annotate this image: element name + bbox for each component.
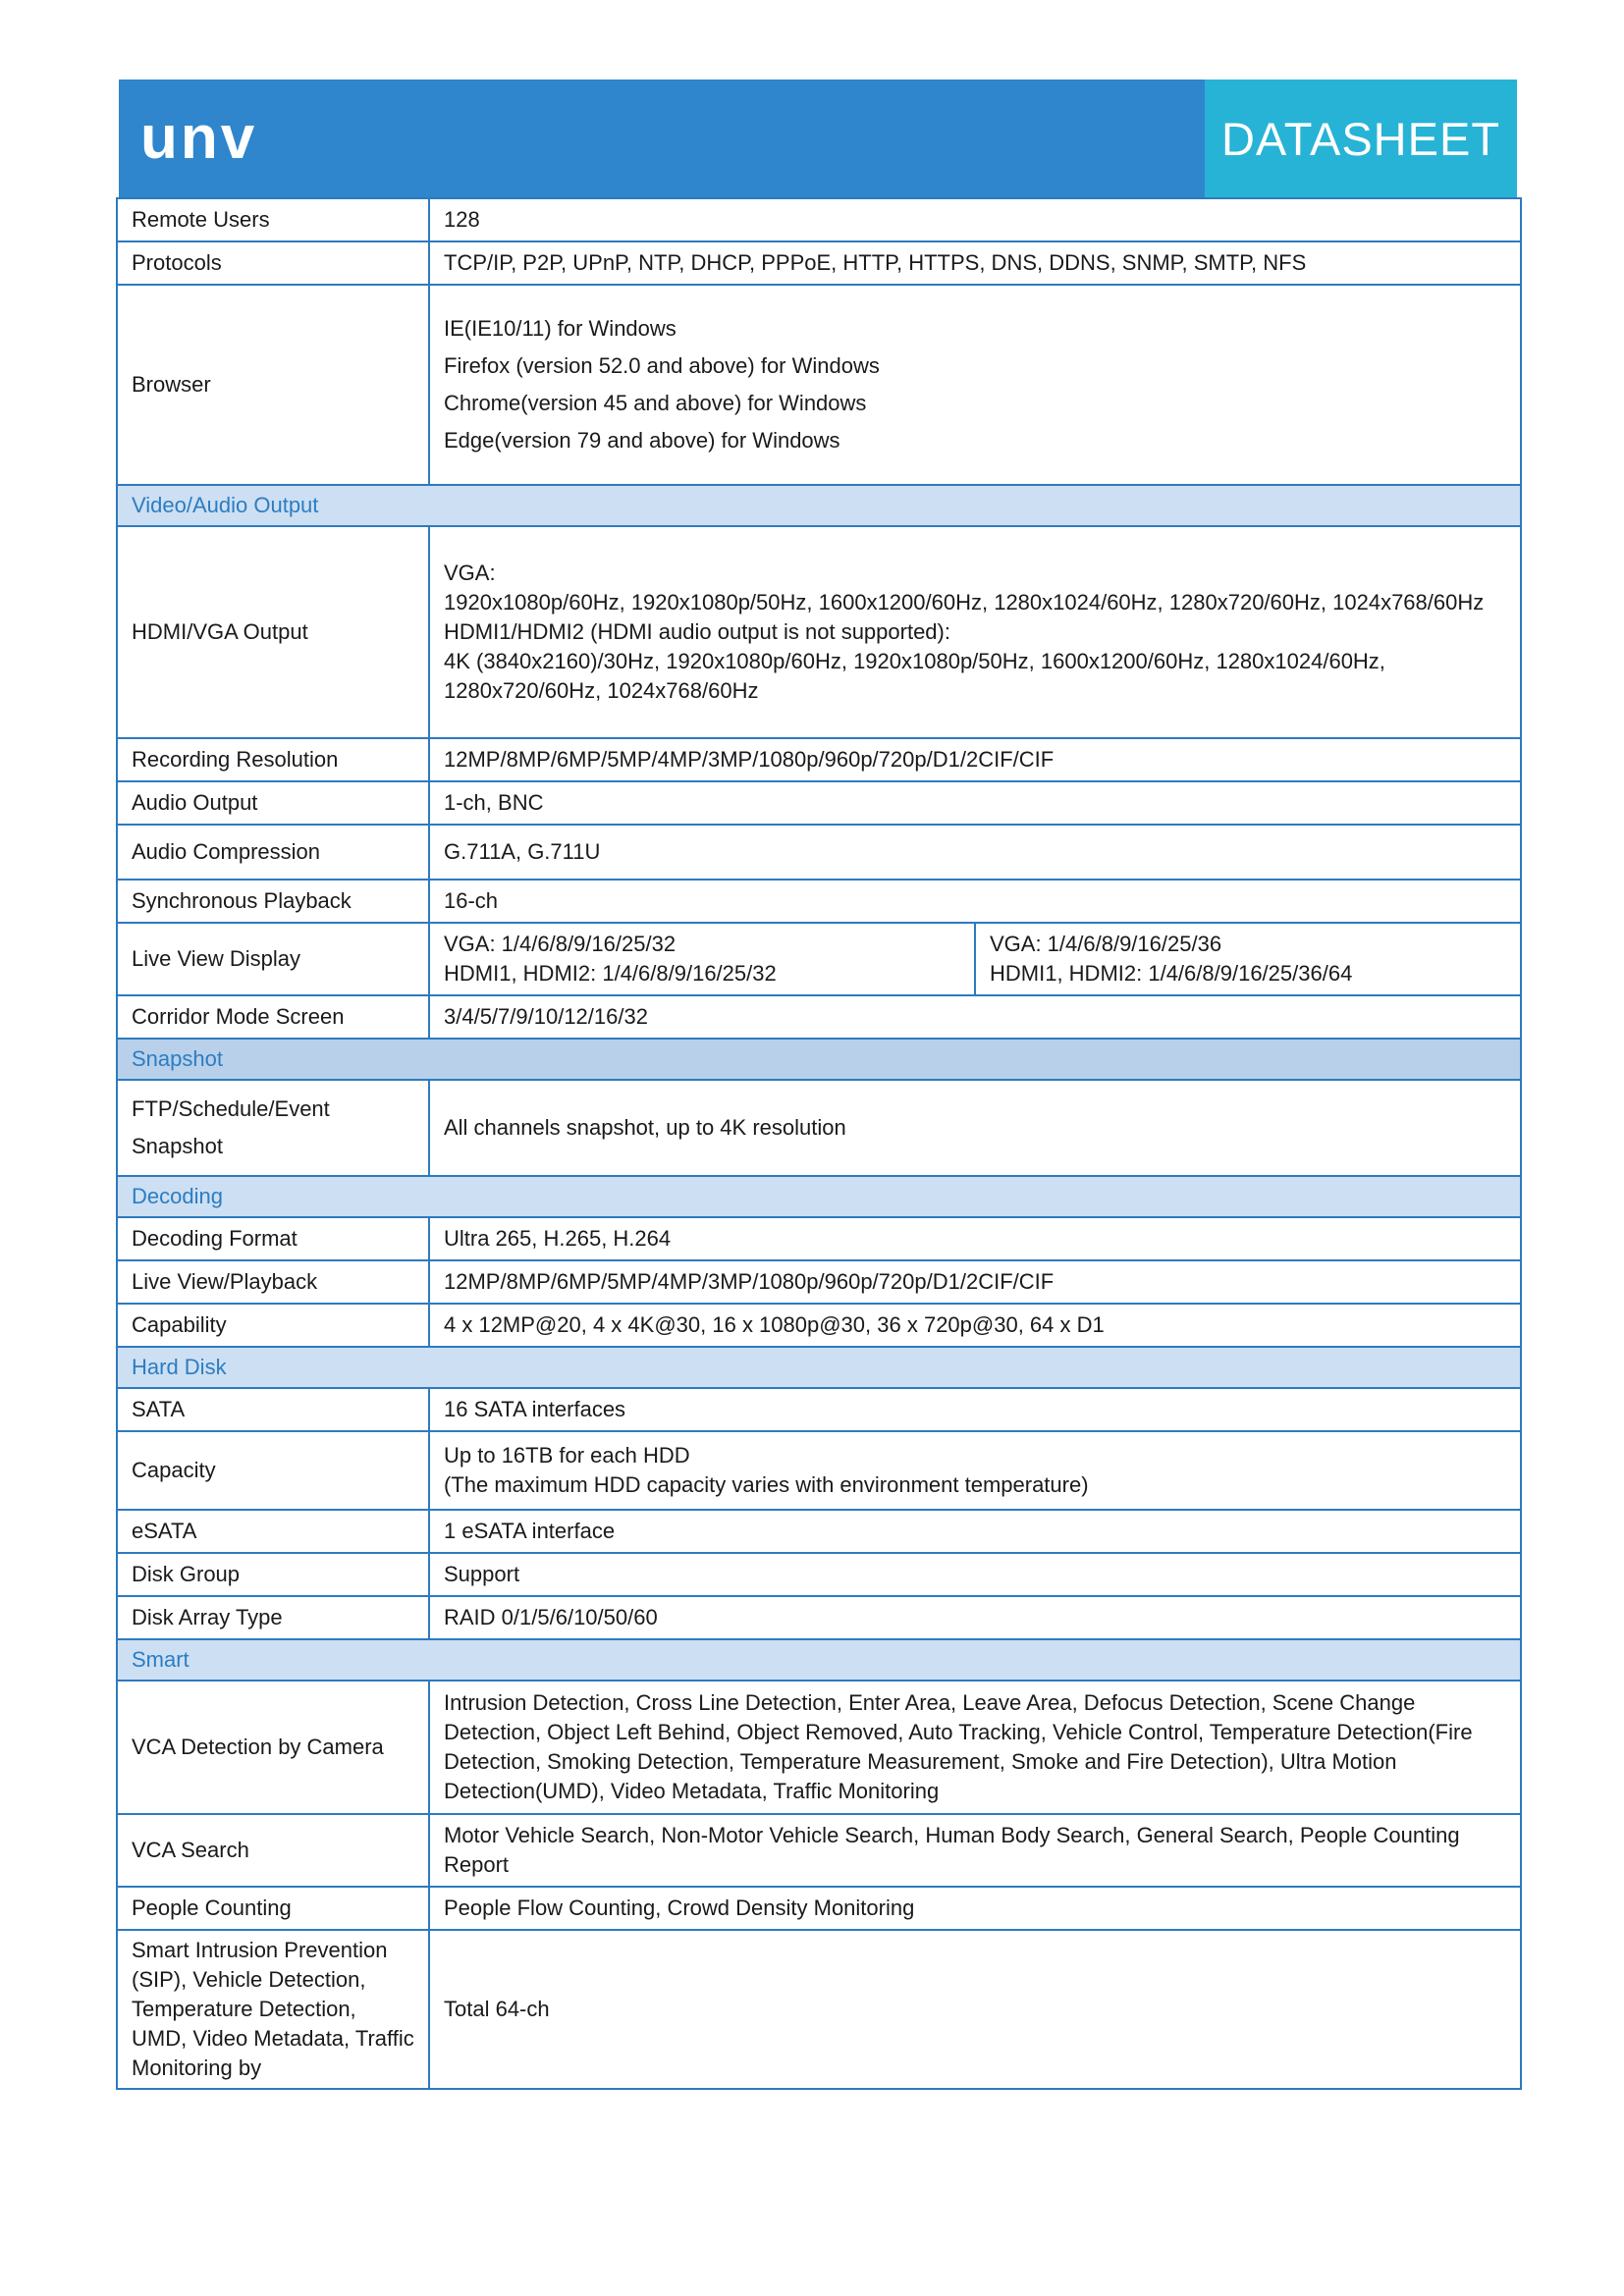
section-header [117, 1347, 1521, 1388]
row-label: People Counting [117, 1887, 429, 1930]
row-value: RAID 0/1/5/6/10/50/60 [429, 1596, 1521, 1639]
table-row [117, 1814, 1521, 1887]
table-row [117, 526, 1521, 738]
row-value: 1-ch, BNC [429, 781, 1521, 825]
row-value: Intrusion Detection, Cross Line Detection, Enter Area, Leave Area, Defocus Detection, Scene Change Detection, Object Left Behind, Object Removed, Auto Tracking, Vehicle Control, Temperature Detection(Fire Detection, Smoking Detection, Temperature Measurement, Smoke and Fire Detection), Ultra Motion Detection(UMD), Video Metadata, Traffic Monitoring [429, 1681, 1521, 1814]
browser-ie: IE(IE10/11) for Windows [444, 316, 677, 341]
browser-chrome: Chrome(version 45 and above) for Windows [444, 391, 867, 415]
datasheet-banner [1205, 80, 1517, 197]
row-value: 128 [429, 198, 1521, 241]
row-value: Total 64-ch [429, 1930, 1521, 2089]
live-view-col1-hdmi: HDMI1, HDMI2: 1/4/6/8/9/16/25/32 [444, 961, 777, 986]
live-view-col2-hdmi: HDMI1, HDMI2: 1/4/6/8/9/16/25/36/64 [990, 961, 1353, 986]
section-header [117, 485, 1521, 526]
table-row [117, 1681, 1521, 1814]
row-label: Decoding Format [117, 1217, 429, 1260]
spec-table [116, 197, 1522, 2090]
capacity-line-1: Up to 16TB for each HDD [444, 1443, 690, 1468]
table-row [117, 1080, 1521, 1176]
row-value: 4 x 12MP@20, 4 x 4K@30, 16 x 1080p@30, 36 x 720p@30, 64 x D1 [429, 1304, 1521, 1347]
browser-firefox: Firefox (version 52.0 and above) for Windows [444, 353, 880, 378]
row-value [429, 526, 1521, 738]
section-title: Smart [117, 1639, 1521, 1681]
row-value: 16-ch [429, 880, 1521, 923]
row-value: All channels snapshot, up to 4K resolution [429, 1080, 1521, 1176]
section-header [117, 1639, 1521, 1681]
row-value: 3/4/5/7/9/10/12/16/32 [429, 995, 1521, 1039]
row-label: Recording Resolution [117, 738, 429, 781]
browser-edge: Edge(version 79 and above) for Windows [444, 428, 840, 453]
section-header [117, 1176, 1521, 1217]
table-row [117, 285, 1521, 485]
row-value: 12MP/8MP/6MP/5MP/4MP/3MP/1080p/960p/720p/D1/2CIF/CIF [429, 1260, 1521, 1304]
row-label: Synchronous Playback [117, 880, 429, 923]
table-row [117, 1553, 1521, 1596]
table-row [117, 1260, 1521, 1304]
section-title: Video/Audio Output [117, 485, 1521, 526]
snapshot-label-2: Snapshot [132, 1134, 223, 1158]
row-label: Audio Compression [117, 825, 429, 880]
capacity-line-2: (The maximum HDD capacity varies with environment temperature) [444, 1472, 1089, 1497]
table-row [117, 1431, 1521, 1510]
datasheet-title: DATASHEET [1220, 112, 1501, 165]
table-row [117, 825, 1521, 880]
vga-resolutions: 1920x1080p/60Hz, 1920x1080p/50Hz, 1600x1200/60Hz, 1280x1024/60Hz, 1280x720/60Hz, 1024x768/60Hz [444, 590, 1485, 614]
live-view-col2-vga: VGA: 1/4/6/8/9/16/25/36 [990, 932, 1222, 956]
table-row [117, 1887, 1521, 1930]
logo-text: unv [140, 104, 258, 172]
row-value: Motor Vehicle Search, Non-Motor Vehicle Search, Human Body Search, General Search, People Counting Report [429, 1814, 1521, 1887]
row-label: Browser [117, 285, 429, 485]
live-view-col1-vga: VGA: 1/4/6/8/9/16/25/32 [444, 932, 677, 956]
row-label: Corridor Mode Screen [117, 995, 429, 1039]
row-label: Live View Display [117, 923, 429, 995]
row-label: Live View/Playback [117, 1260, 429, 1304]
section-title: Snapshot [117, 1039, 1521, 1080]
datasheet-header [119, 80, 1517, 197]
row-label: VCA Search [117, 1814, 429, 1887]
row-value: G.711A, G.711U [429, 825, 1521, 880]
hdmi-label: HDMI1/HDMI2 (HDMI audio output is not supported): [444, 619, 950, 644]
row-value: TCP/IP, P2P, UPnP, NTP, DHCP, PPPoE, HTTP, HTTPS, DNS, DDNS, SNMP, SMTP, NFS [429, 241, 1521, 285]
row-value: 12MP/8MP/6MP/5MP/4MP/3MP/1080p/960p/720p/D1/2CIF/CIF [429, 738, 1521, 781]
unv-logo [140, 99, 257, 178]
hdmi-resolutions: 4K (3840x2160)/30Hz, 1920x1080p/60Hz, 1920x1080p/50Hz, 1600x1200/60Hz, 1280x1024/60Hz, 1280x720/60Hz, 1024x768/60Hz [444, 649, 1385, 703]
row-label: Audio Output [117, 781, 429, 825]
section-header [117, 1039, 1521, 1080]
table-row [117, 738, 1521, 781]
row-value: Ultra 265, H.265, H.264 [429, 1217, 1521, 1260]
row-value [429, 1431, 1521, 1510]
table-row [117, 198, 1521, 241]
table-row [117, 923, 1521, 995]
row-label: Remote Users [117, 198, 429, 241]
snapshot-label-1: FTP/Schedule/Event [132, 1096, 330, 1121]
row-label: Disk Array Type [117, 1596, 429, 1639]
row-value: People Flow Counting, Crowd Density Monitoring [429, 1887, 1521, 1930]
section-title: Hard Disk [117, 1347, 1521, 1388]
row-label: Smart Intrusion Prevention (SIP), Vehicle Detection, Temperature Detection, UMD, Video Metadata, Traffic Monitoring by [117, 1930, 429, 2089]
row-label: Capability [117, 1304, 429, 1347]
row-value: 1 eSATA interface [429, 1510, 1521, 1553]
row-label: eSATA [117, 1510, 429, 1553]
row-label: VCA Detection by Camera [117, 1681, 429, 1814]
table-row [117, 1510, 1521, 1553]
table-row [117, 241, 1521, 285]
row-label: Disk Group [117, 1553, 429, 1596]
table-row [117, 995, 1521, 1039]
table-row [117, 880, 1521, 923]
row-label: HDMI/VGA Output [117, 526, 429, 738]
row-label: Protocols [117, 241, 429, 285]
row-value: Support [429, 1553, 1521, 1596]
vga-label: VGA: [444, 561, 496, 585]
table-row [117, 1304, 1521, 1347]
table-row [117, 1217, 1521, 1260]
row-value: 16 SATA interfaces [429, 1388, 1521, 1431]
row-label: SATA [117, 1388, 429, 1431]
row-value [975, 923, 1521, 995]
row-value [429, 923, 975, 995]
table-row [117, 1596, 1521, 1639]
section-title: Decoding [117, 1176, 1521, 1217]
table-row [117, 781, 1521, 825]
row-label: Capacity [117, 1431, 429, 1510]
table-row [117, 1930, 1521, 2089]
table-row [117, 1388, 1521, 1431]
row-label [117, 1080, 429, 1176]
row-value [429, 285, 1521, 485]
